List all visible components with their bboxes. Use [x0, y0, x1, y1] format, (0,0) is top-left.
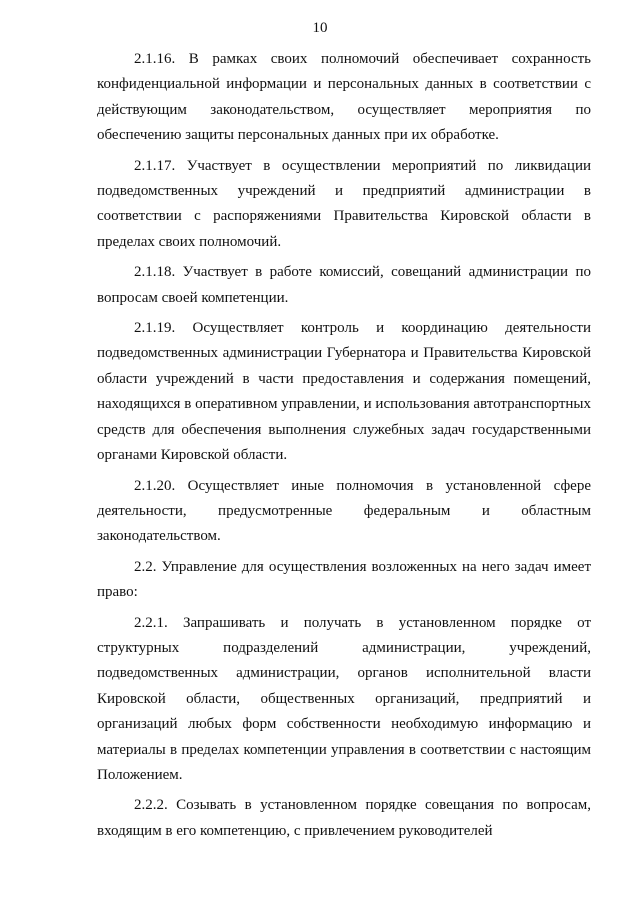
paragraph-2-1-18: 2.1.18. Участвует в работе комиссий, совещаний администрации по вопросам своей компетенции. — [97, 264, 591, 306]
paragraph-2-2-1: 2.2.1. Запрашивать и получать в установленном порядке от структурных подразделений администрации, учреждений, подведомственных администрации, органов исполнительной власти Кировской области, общественных организаций, предприятий и организаций любых форм собственности необходимую информацию и материалы в пределах компетенции управления в соответствии с настоящим Положением. — [97, 614, 591, 783]
paragraph-2-1-17: 2.1.17. Участвует в осуществлении мероприятий по ликвидации подведомственных учреждений и предприятий администрации в соответствии с распоряжениями Правительства Кировской области в пределах своих полномочий. — [97, 157, 591, 250]
page-number: 10 — [312, 20, 328, 36]
document-body — [97, 47, 591, 849]
paragraph-2-1-16: 2.1.16. В рамках своих полномочий обеспечивает сохранность конфиденциальной информации и персональных данных в соответствии с действующим законодательством, осуществляет мероприятия по обеспечению защиты персональных данных при их обработке. — [97, 51, 591, 144]
paragraph-2-1-20: 2.1.20. Осуществляет иные полномочия в установленной сфере деятельности, предусмотренные федеральным и областным законодательством. — [97, 477, 591, 545]
paragraph-2-2-2: 2.2.2. Созывать в установленном порядке совещания по вопросам, входящим в его компетенцию, с привлечением руководителей — [97, 797, 591, 839]
paragraph-2-2: 2.2. Управление для осуществления возложенных на него задач имеет право: — [97, 558, 591, 601]
paragraph-2-1-19: 2.1.19. Осуществляет контроль и координацию деятельности подведомственных администрации Губернатора и Правительства Кировской области учреждений в части предоставления и содержания помещений, находящихся в оперативном управлении, и использования автотранспортных средств для обеспечения выполнения служебных задач государственными органами Кировской области. — [97, 320, 591, 464]
